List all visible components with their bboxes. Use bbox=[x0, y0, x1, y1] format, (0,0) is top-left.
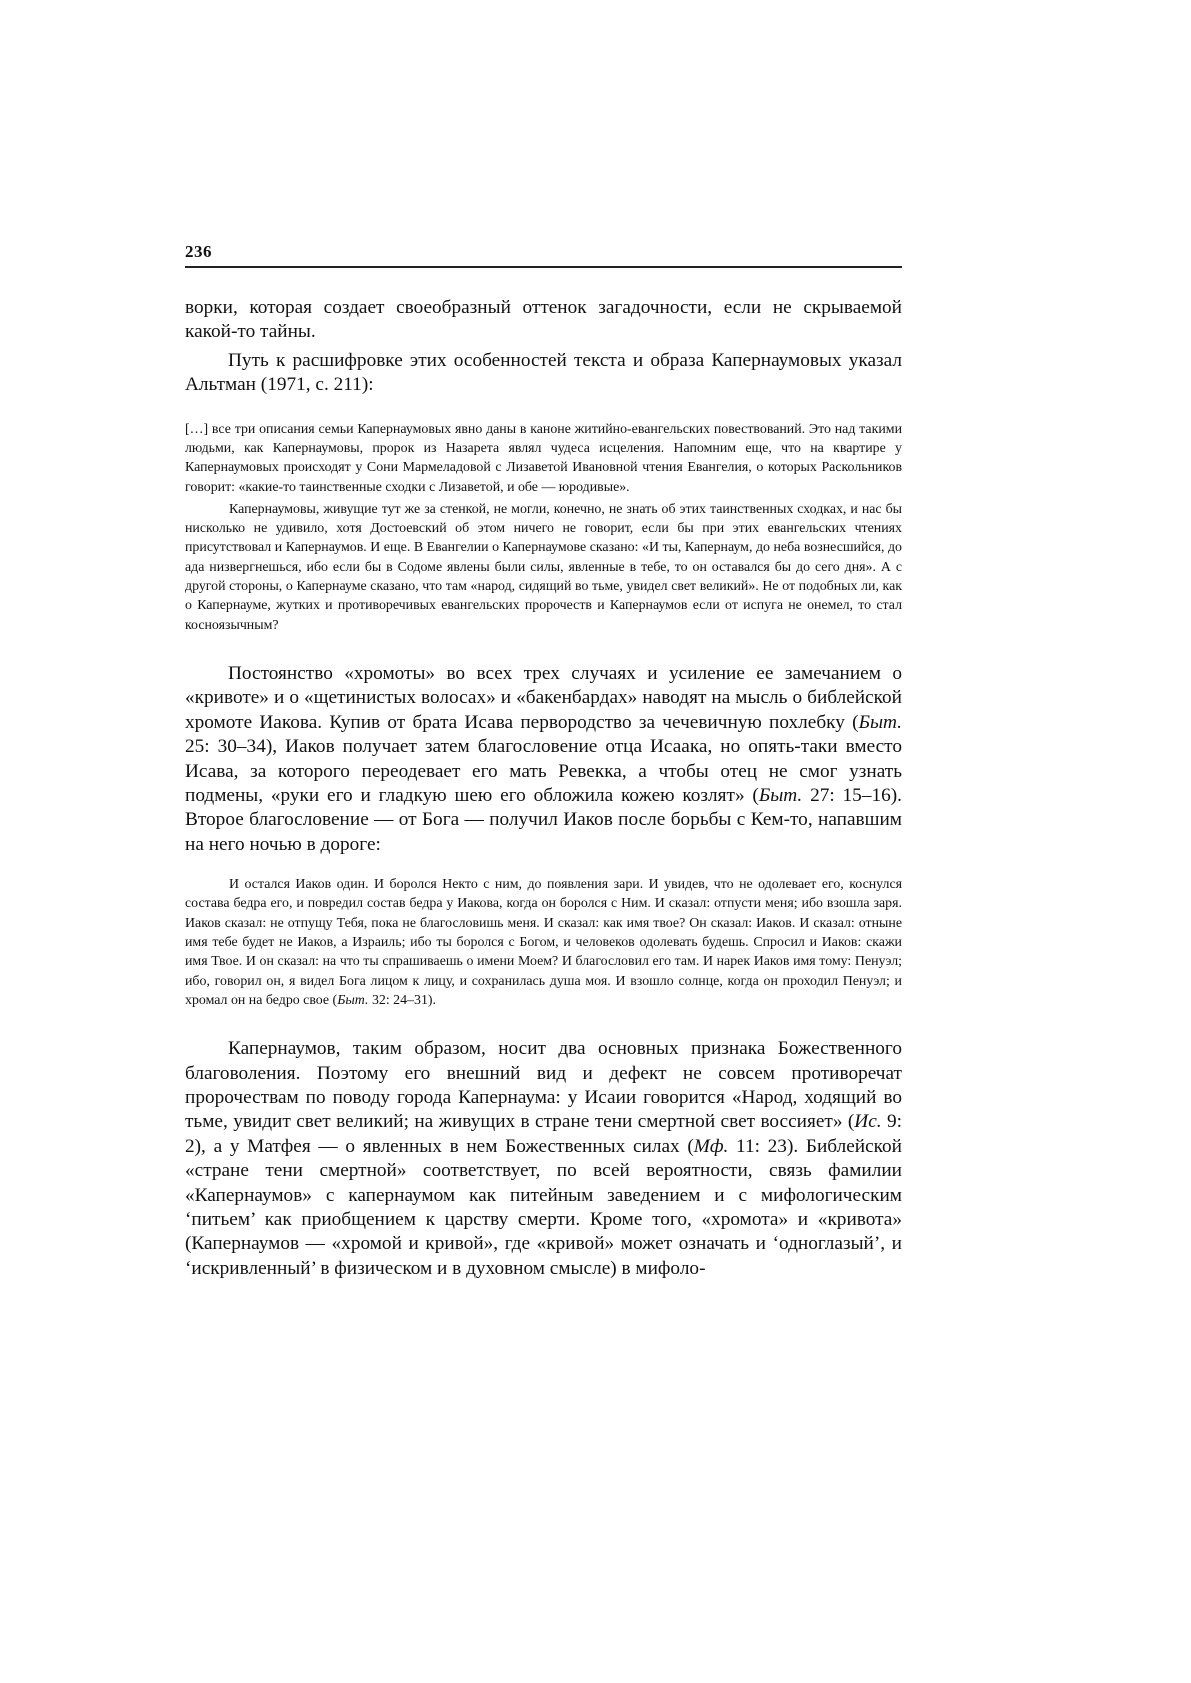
page bbox=[185, 238, 902, 1281]
citation-ref: Быт. bbox=[858, 711, 902, 733]
paragraph-altman-intro: Путь к расшифровке этих особенностей текста и образа Капернаумовых указал Альтман (1971, с. 211): bbox=[185, 349, 902, 396]
text-span: Постоянство «хромоты» во всех трех случаях и усиление ее замечанием о «кривоте» и о «щетинистых волосах» и «бакенбардах» наводят на мысль о библейской хромоте Иакова. Купив от брата Исава первородство за чечевичную похлебку ( bbox=[185, 662, 902, 733]
page-number: 236 bbox=[185, 242, 212, 261]
paragraph-lameness bbox=[185, 662, 902, 857]
text-span: Капернаумов, таким образом, носит два основных признака Божественного благоволения. Поэтому его внешний вид и дефект не совсем противоречат пророчествам по поводу города Капернаума: у Исаии говорится «Народ, ходящий во тьме, увидит свет великий; на живущих в стране тени смертной свет воссияет» ( bbox=[185, 1038, 902, 1133]
paragraph-divine-favor bbox=[185, 1037, 902, 1281]
citation-ref: Быт. bbox=[758, 784, 803, 806]
text-span: 27: 15–16). Второе благословение — от Бога — получил Иаков после борьбы с Кем-то, напавшим на него ночью в дороге: bbox=[185, 784, 902, 855]
text-span: 9: 2), а у Матфея — о явленных в нем Божественных силах ( bbox=[185, 1111, 902, 1157]
block-quote-genesis bbox=[185, 875, 902, 1010]
text-span: 11: 23). Библейской «стране тени смертной» соответствует, по всей вероятности, связь фамилии «Капернаумов» с капернаумом как питейным заведением и с мифологическим ‘питьем’ как приобщением к царству смерти. Кроме того, «хромота» и «кривота» (Капернаумов — «хромой и кривой», где «кривой» может означать и ‘одноглазый’, и ‘искривленный’ в физическом и в духовном смысле) в мифоло- bbox=[185, 1135, 903, 1279]
block-quote-altman-2: Капернаумовы, живущие тут же за стенкой, не могли, конечно, не знать об этих таинственных сходках, и нас бы нисколько не удивило, хотя Достоевский об этом ничего не говорит, если бы при этих евангельских чтениях присутствовал и Капернаумов. И еще. В Евангелии о Капернаумове сказано: «И ты, Капернаум, до неба вознесшийся, до ада низвергнешься, ибо если бы в Содоме явлены были силы, явленные в тебе, то он оставался бы до сего дня». А с другой стороны, о Капернауме сказано, что там «народ, сидящий во тьме, увидел свет великий». Не от подобных ли, как о Капернауме, жутких и противоречивых евангельских пророчеств и Капернаумов если от испуга не онемел, то стал косноязычным? bbox=[185, 501, 902, 633]
citation-ref: Мф. bbox=[693, 1135, 729, 1157]
paragraph-continuation: ворки, которая создает своеобразный оттенок загадочности, если не скрываемой какой-то тайны. bbox=[185, 297, 902, 343]
citation-ref: Быт. bbox=[337, 992, 369, 1008]
citation-ref: Ис. bbox=[854, 1111, 882, 1133]
page-header bbox=[185, 238, 902, 268]
block-quote-altman-1: […] все три описания семьи Капернаумовых явно даны в каноне житийно-евангельских повествований. Это над такими людьми, как Капернаумовы, пророк из Назарета являл чудеса исцеления. Напомним еще, что на квартире у Капернаумовых происходят у Сони Мармеладовой с Лизаветой Ивановной чтения Евангелия, о которых Раскольников говорит: «какие-то таинственные сходки с Лизаветой, и обе — юродивые». bbox=[185, 421, 902, 495]
text-span: И остался Иаков один. И боролся Некто с ним, до появления зари. И увидев, что не одолевает его, коснулся состава бедра его, и повредил состав бедра у Иакова, когда он боролся с Ним. И сказал: отпусти меня; ибо взошла заря. Иаков сказал: не отпущу Тебя, пока не благословишь меня. И сказал: как имя твое? Он сказал: Иаков. И сказал: отныне имя тебе будет не Иаков, а Израиль; ибо ты боролся с Богом, и человеков одолевать будешь. Спросил и Иаков: скажи имя Твое. И он сказал: на что ты спрашиваешь о имени Моем? И благословил его там. И нарек Иаков имя тому: Пенуэл; ибо, говорил он, я видел Бога лицом к лицу, и сохранилась душа моя. И взошло солнце, когда он проходил Пенуэл; и хромал он на бедро свое ( bbox=[185, 877, 902, 1008]
text-span: 32: 24–31). bbox=[368, 992, 436, 1008]
text-span: 25: 30–34), Иаков получает затем благословение отца Исаака, но опять-таки вместо Исава, за которого переодевает его мать Ревекка, а чтобы отец не смог узнать подмены, «руки его и гладкую шею его обложила кожею козлят» ( bbox=[185, 736, 902, 806]
